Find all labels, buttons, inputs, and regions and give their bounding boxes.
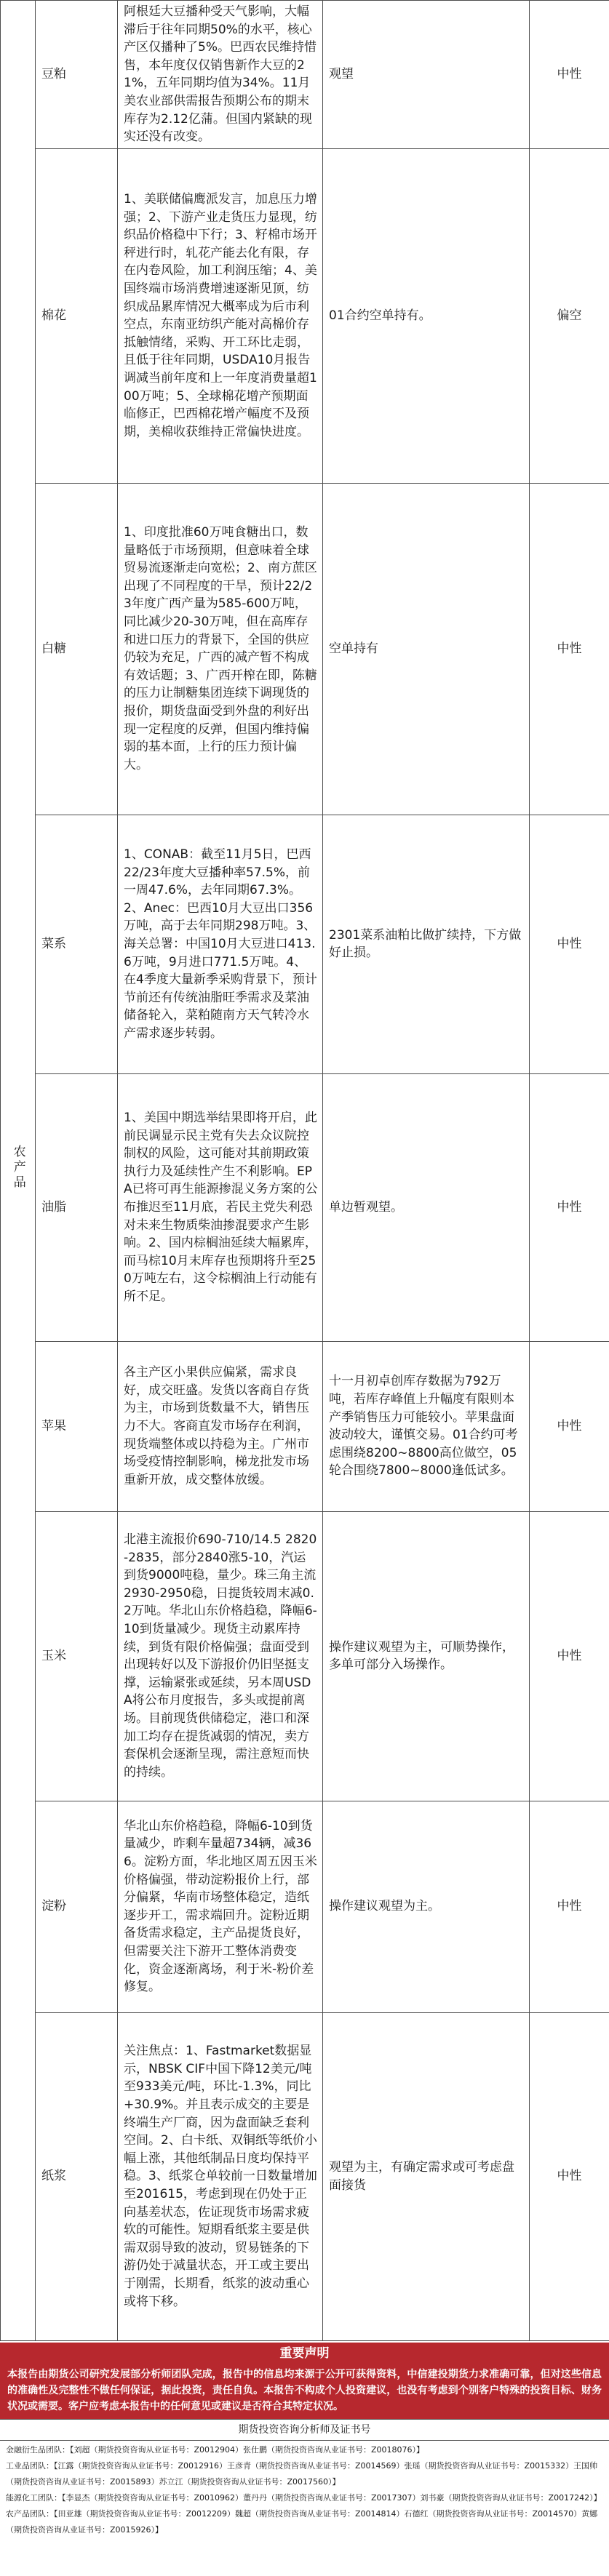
view-cell: 操作建议观望为主。 (323, 1801, 530, 2012)
disclaimer-body: 本报告由期货公司研究发展部分析师团队完成，报告中的信息均来源于公开可获得资料，中信建投期货力求准确可靠，但对这些信息的准确性及完整性不做任何保证，据此投资，责任自负。本报告不构成个人投资建议，也没有考虑到个别客户特殊的投资目标、财务状况或需要。客户应考虑本报告中的任何意见或建议是否符合其特定状况。 (0, 2365, 609, 2419)
tilt-cell: 中性 (530, 2012, 609, 2340)
view-cell: 观望 (323, 1, 530, 149)
table-row (1, 1511, 609, 1801)
view-cell: 空单持有 (323, 483, 530, 815)
category-cell (1, 1, 36, 2341)
team-line: 工业品团队：【江露（期货投资咨询从业证书号：Z0012916）王彦青（期货投资咨询从业证书号：Z0014569）张瑶（期货投资咨询从业证书号：Z0015332）王国帅（期货投资咨询从业证书号：Z0015893）苏立江（期货投资咨询从业证书号：Z0017560）】 (6, 2460, 598, 2487)
analyst-team-title: 期货投资咨询分析师及证书号 (0, 2419, 609, 2441)
table-row (1, 1341, 609, 1511)
news-cell: 1、美联储偏鹰派发言，加息压力增强；2、下游产业走货压力显现，纺织品价格稳中下行；3、籽棉市场开秤进行时，轧花产能去化有限，存在内卷风险，加工利润压缩；4、美国终端市场消费增速逐渐见顶，纺织成品累库情况大概率成为后市利空点，东南亚纺织产能对高棉价存抵触情绪，采购、开工环比走弱，且低于往年同期，USDA10月报告调减当前年度和上一年度消费量超100万吨；5、全球棉花增产预期面临修正，巴西棉花增产幅度不及预期，美棉收获维持正常偏快进度。 (118, 148, 323, 483)
tilt-cell: 中性 (530, 1073, 609, 1341)
commodity-name: 棉花 (36, 148, 118, 483)
commodity-name: 苹果 (36, 1341, 118, 1511)
table-row (1, 483, 609, 815)
view-cell: 单边暂观望。 (323, 1073, 530, 1341)
tilt-cell: 中性 (530, 483, 609, 815)
view-cell: 十一月初卓创库存数据为792万吨，若库存峰值上升幅度有限则本产季销售压力可能较小。苹果盘面波动较大，谨慎交易。01合约可考虑围绕8200~8800高位做空，05轮合围绕7800~8000逢低试多。 (323, 1341, 530, 1511)
news-cell: 1、美国中期选举结果即将开启，此前民调显示民主党有失去众议院控制权的风险，这可能对其前期政策执行力及延续性产生不利影响。EPA已将可再生能源掺混义务方案的公布推迟至11月底，若民主党失利恐对未来生物质柴油掺混要求产生影响。2、国内棕榈油延续大幅累库，而马棕10月末库存也预期将升至250万吨左右，这令棕榈油上行动能有所不足。 (118, 1073, 323, 1341)
category-label: 农产品 (10, 1145, 25, 1191)
table-row (1, 2012, 609, 2340)
table-row (1, 1073, 609, 1341)
news-cell: 各主产区小果供应偏紧，需求良好，成交旺盛。发货以客商自存货为主，市场到货数量不大，销售压力不大。客商直发市场存在利润，现货端整体或以持稳为主。广州市场受疫情控制影响，梯龙批发市场重新开放，成交整体放缓。 (118, 1341, 323, 1511)
view-cell: 操作建议观望为主，可顺势操作，多单可部分入场操作。 (323, 1511, 530, 1801)
table-row (1, 1801, 609, 2012)
commodity-name: 玉米 (36, 1511, 118, 1801)
view-cell: 2301菜系油粕比做扩续持，下方做好止损。 (323, 815, 530, 1073)
tilt-cell: 中性 (530, 1801, 609, 2012)
table-row (1, 1, 609, 149)
table-row (1, 148, 609, 483)
team-line: 农产品团队：【田亚雄（期货投资咨询从业证书号：Z0012209）魏超（期货投资咨询从业证书号：Z0014814）石德红（期货投资咨询从业证书号：Z0014570）黄娜（期货投资咨询从业证书号：Z0015926）】 (6, 2508, 598, 2535)
view-cell: 观望为主，有确定需求或可考虑盘面接货 (323, 2012, 530, 2340)
commodity-name: 菜系 (36, 815, 118, 1073)
news-cell: 北港主流报价690-710/14.5 2820-2835，部分2840涨5-10，汽运到货9000吨稳，量少。珠三角主流2930-2950稳，日提货较周末减0.2万吨。华北山东价格趋稳，降幅6-10到货量减少。现货主动累库持续，到货有限价格偏强；盘面受到出现转好以及下游报价仍旧坚挺支撑，运输紧张或延续，另本周USDA将公布月度报告，多头或提前离场。目前现货供储稳定，港口和深加工均存在提货减弱的情况，卖方套保机会逐渐呈现，需注意短而快的持续。 (118, 1511, 323, 1801)
tilt-cell: 中性 (530, 1511, 609, 1801)
view-cell: 01合约空单持有。 (323, 148, 530, 483)
table-row (1, 815, 609, 1073)
tilt-cell: 中性 (530, 815, 609, 1073)
disclaimer-title: 重要声明 (0, 2343, 609, 2365)
commodity-name: 淀粉 (36, 1801, 118, 2012)
news-cell: 1、印度批准60万吨食糖出口，数量略低于市场预期，但意味着全球贸易流逐渐走向宽松；2、南方蔗区出现了不同程度的干旱，预计22/23年度广西产量为585-600万吨，同比减少20-30万吨，但在高库存和进口压力的背景下，全国的供应仍较为充足，广西的减产暂不构成有效话题；3、广西开榨在即，陈糖的压力让制糖集团连续下调现货的报价，期货盘面受到外盘的利好出现一定程度的反弹，但国内维持偏弱的基本面，上行的压力预计偏大。 (118, 483, 323, 815)
tilt-cell: 偏空 (530, 148, 609, 483)
news-cell: 1、CONAB：截至11月5日，巴西22/23年度大豆播种率57.5%，前一周47.6%，去年同期67.3%。2、Anec：巴西10月大豆出口356万吨，高于去年同期298万吨。3、海关总署：中国10月大豆进口413.6万吨，9月进口771.5万吨。4、在4季度大量新季采购背景下，预计节前还有传统油脂旺季需求及菜油储备轮入，菜粕随南方天气转冷水产需求逐步转弱。 (118, 815, 323, 1073)
team-line: 金融衍生品团队：【刘超（期货投资咨询从业证书号：Z0012904）张仕鹏（期货投资咨询从业证书号：Z0018076）】 (6, 2444, 425, 2455)
commodity-name: 纸浆 (36, 2012, 118, 2340)
news-cell: 华北山东价格趋稳，降幅6-10到货量减少，昨剩车量超734辆，减366。淀粉方面，华北地区周五因玉米价格偏强，带动淀粉报价上行，部分偏紧，华南市场整体稳定，造纸逐步开工，需求端回升。淀粉近期备货需求稳定，主产品提货良好，但需要关注下游开工整体消费变化，资金逐渐离场，利于米-粉价差修复。 (118, 1801, 323, 2012)
tilt-cell: 中性 (530, 1341, 609, 1511)
tilt-cell: 中性 (530, 1, 609, 149)
news-cell: 阿根廷大豆播种受天气影响，大幅滞后于往年同期50%的水平，核心产区仅播种了5%。巴西农民维持惜售，本年度仅仅销售新作大豆的21%，五年同期均值为34%。11月美农业部供需报告预期公布的期末库存为2.12亿蒲。但国内紧缺的现实还没有改变。 (118, 1, 323, 149)
team-line: 能源化工团队：【李显杰（期货投资咨询从业证书号：Z0010962）董丹丹（期货投资咨询从业证书号：Z0017307）刘书豪（期货投资咨询从业证书号：Z0017242）】 (6, 2492, 602, 2503)
analyst-team-list (0, 2441, 609, 2540)
news-cell: 关注焦点：1、Fastmarket数据显示，NBSK CIF中国下降12美元/吨至933美元/吨，环比-1.3%，同比+30.9%。并且表示成交的主要是终端生产厂商，因为盘面缺乏套利空间。2、白卡纸、双铜纸等纸价小幅上涨，其他纸制品日度均保持平稳。3、纸浆仓单较前一日数量增加至201615，考虑到现在仍处于正向基差状态，佐证现货市场需求疲软的可能性。短期看纸浆主要是供需双弱导致的波动，贸易链条的下游仍处于减量状态，开工或主要出于刚需，长期看，纸浆的波动重心或将下移。 (118, 2012, 323, 2340)
commodity-name: 白糖 (36, 483, 118, 815)
commodity-name: 油脂 (36, 1073, 118, 1341)
commodity-name: 豆粕 (36, 1, 118, 149)
